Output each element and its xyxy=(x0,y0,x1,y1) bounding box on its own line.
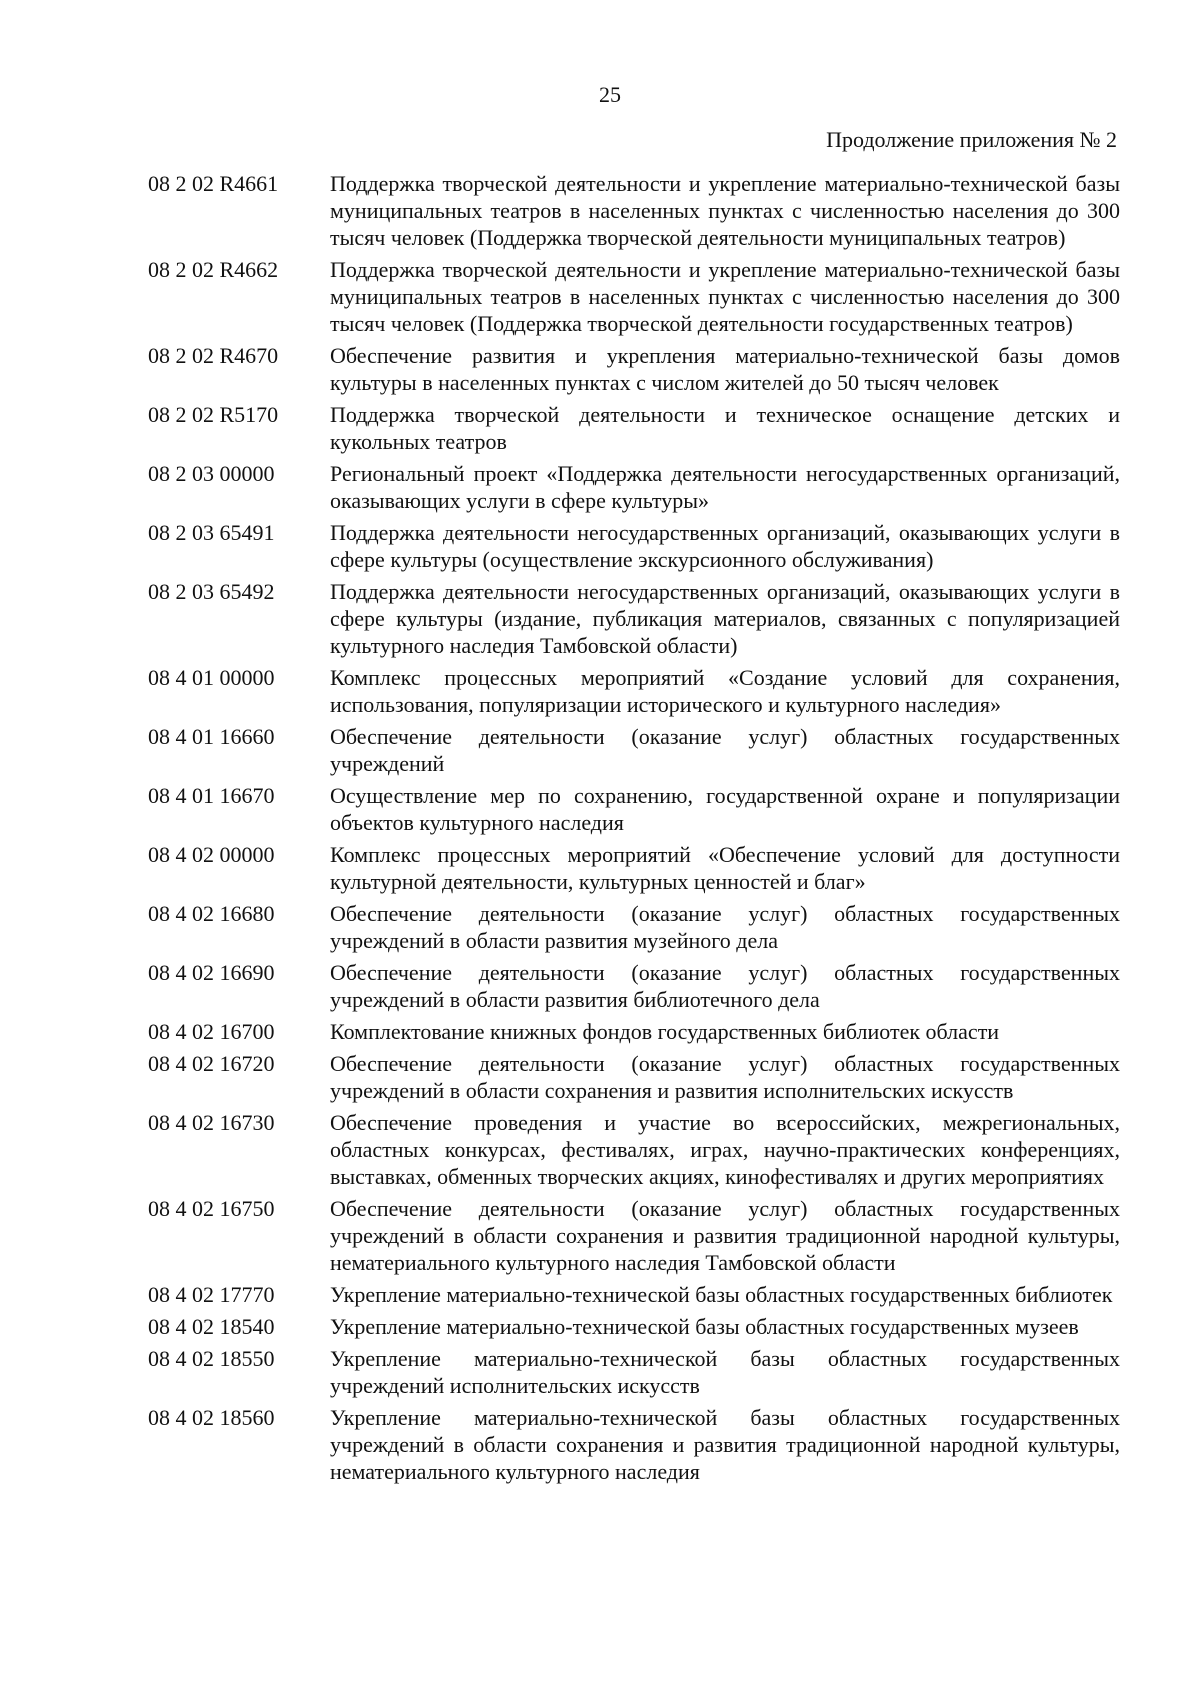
row-description: Обеспечение деятельности (оказание услуг) областных государственных учреждений xyxy=(330,724,1120,776)
table-row xyxy=(148,1050,1120,1104)
row-code: 08 2 02 R4670 xyxy=(148,343,279,368)
table-row xyxy=(148,460,1120,514)
row-description: Обеспечение развития и укрепления материально-технической базы домов культуры в населенных пунктах с числом жителей до 50 тысяч человек xyxy=(330,343,1120,395)
row-code: 08 4 02 16750 xyxy=(148,1196,275,1221)
row-code: 08 2 03 65491 xyxy=(148,520,275,545)
classification-table xyxy=(148,170,1120,1490)
row-code: 08 4 02 18560 xyxy=(148,1405,275,1430)
row-description: Обеспечение деятельности (оказание услуг) областных государственных учреждений в области сохранения и развития исполнительских искусств xyxy=(330,1051,1120,1103)
row-code: 08 2 02 R4662 xyxy=(148,257,279,282)
row-description: Поддержка деятельности негосударственных организаций, оказывающих услуги в сфере культуры (осуществление экскурсионного обслуживания) xyxy=(330,520,1120,572)
table-row xyxy=(148,578,1120,659)
row-description: Комплекс процессных мероприятий «Обеспечение условий для доступности культурной деятельности, культурных ценностей и благ» xyxy=(330,842,1120,894)
table-row xyxy=(148,723,1120,777)
row-code: 08 2 03 00000 xyxy=(148,461,275,486)
row-code: 08 4 02 18550 xyxy=(148,1346,275,1371)
row-description: Укрепление материально-технической базы областных государственных библиотек xyxy=(330,1282,1113,1307)
table-row xyxy=(148,1404,1120,1485)
row-code: 08 4 01 16670 xyxy=(148,783,275,808)
table-row xyxy=(148,1195,1120,1276)
table-row xyxy=(148,1281,1120,1308)
row-description: Поддержка деятельности негосударственных организаций, оказывающих услуги в сфере культуры (издание, публикация материалов, связанных с популяризацией культурного наследия Тамбовской области) xyxy=(330,579,1120,658)
row-description: Укрепление материально-технической базы областных государственных музеев xyxy=(330,1314,1079,1339)
table-row xyxy=(148,401,1120,455)
row-code: 08 4 01 00000 xyxy=(148,665,275,690)
table-row xyxy=(148,1018,1120,1045)
row-description: Обеспечение деятельности (оказание услуг) областных государственных учреждений в области развития библиотечного дела xyxy=(330,960,1120,1012)
row-code: 08 4 02 16720 xyxy=(148,1051,275,1076)
appendix-continuation-note: Продолжение приложения № 2 xyxy=(826,127,1117,152)
row-description: Обеспечение деятельности (оказание услуг) областных государственных учреждений в области сохранения и развития традиционной народной культуры, нематериального культурного наследия Тамбовской области xyxy=(330,1196,1120,1275)
row-description: Поддержка творческой деятельности и укрепление материально-технической базы муниципальных театров в населенных пунктах с численностью населения до 300 тысяч человек (Поддержка творческой деятельности муниципальных театров) xyxy=(330,171,1120,250)
row-code: 08 4 02 17770 xyxy=(148,1282,275,1307)
row-description: Укрепление материально-технической базы областных государственных учреждений исполнительских искусств xyxy=(330,1346,1120,1398)
table-row xyxy=(148,1109,1120,1190)
row-code: 08 4 02 16680 xyxy=(148,901,275,926)
table-row xyxy=(148,959,1120,1013)
row-code: 08 4 02 16700 xyxy=(148,1019,275,1044)
row-code: 08 4 02 18540 xyxy=(148,1314,275,1339)
table-row xyxy=(148,342,1120,396)
table-row xyxy=(148,519,1120,573)
table-row xyxy=(148,1345,1120,1399)
row-code: 08 4 02 16690 xyxy=(148,960,275,985)
table-row xyxy=(148,170,1120,251)
row-code: 08 4 02 00000 xyxy=(148,842,275,867)
table-row xyxy=(148,256,1120,337)
table-row xyxy=(148,782,1120,836)
page-number: 25 xyxy=(599,82,621,107)
table-row xyxy=(148,841,1120,895)
table-row xyxy=(148,1313,1120,1340)
row-description: Обеспечение деятельности (оказание услуг) областных государственных учреждений в области развития музейного дела xyxy=(330,901,1120,953)
row-code: 08 4 02 16730 xyxy=(148,1110,275,1135)
row-description: Поддержка творческой деятельности и укрепление материально-технической базы муниципальных театров в населенных пунктах с численностью населения до 300 тысяч человек (Поддержка творческой деятельности государственных театров) xyxy=(330,257,1120,336)
row-description: Комплекс процессных мероприятий «Создание условий для сохранения, использования, популяризации исторического и культурного наследия» xyxy=(330,665,1120,717)
row-code: 08 2 02 R4661 xyxy=(148,171,279,196)
row-description: Региональный проект «Поддержка деятельности негосударственных организаций, оказывающих услуги в сфере культуры» xyxy=(330,461,1120,513)
row-description: Поддержка творческой деятельности и техническое оснащение детских и кукольных театров xyxy=(330,402,1120,454)
row-code: 08 2 03 65492 xyxy=(148,579,275,604)
row-code: 08 2 02 R5170 xyxy=(148,402,279,427)
row-description: Комплектование книжных фондов государственных библиотек области xyxy=(330,1019,1000,1044)
table-row xyxy=(148,900,1120,954)
row-code: 08 4 01 16660 xyxy=(148,724,275,749)
row-description: Укрепление материально-технической базы областных государственных учреждений в области сохранения и развития традиционной народной культуры, нематериального культурного наследия xyxy=(330,1405,1120,1484)
table-row xyxy=(148,664,1120,718)
row-description: Обеспечение проведения и участие во всероссийских, межрегиональных, областных конкурсах, фестивалях, играх, научно-практических конференциях, выставках, обменных творческих акциях, кинофестивалях и других мероприятиях xyxy=(330,1110,1120,1189)
row-description: Осуществление мер по сохранению, государственной охране и популяризации объектов культурного наследия xyxy=(330,783,1120,835)
